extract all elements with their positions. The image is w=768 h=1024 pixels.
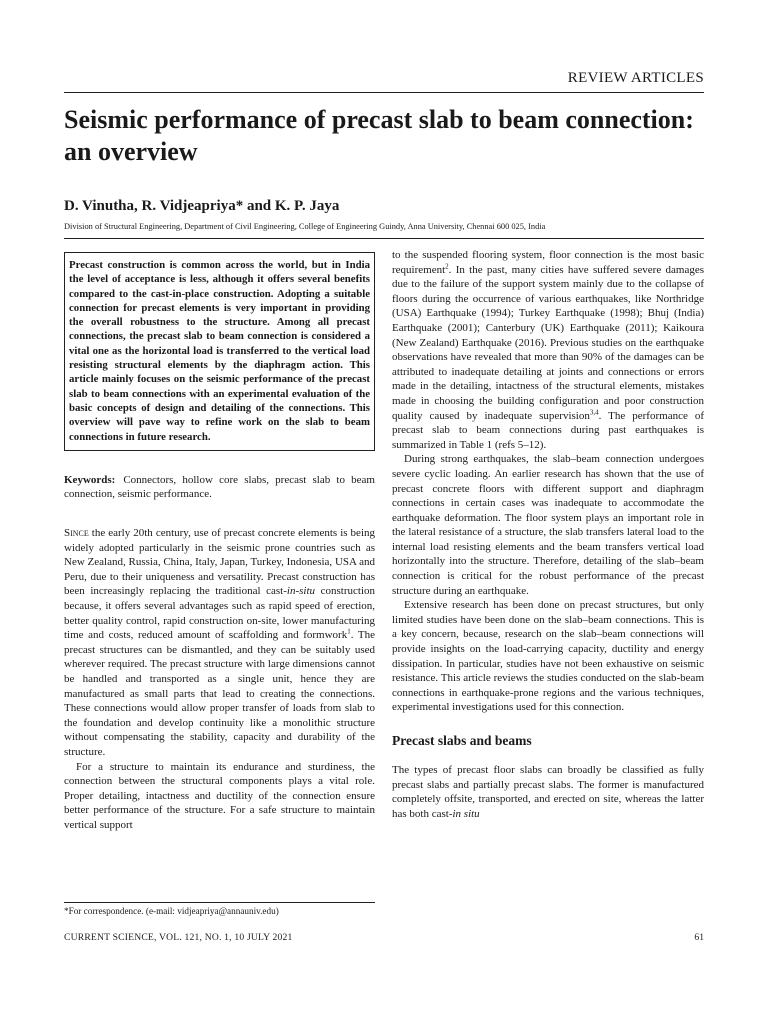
body-paragraph-1 — [64, 526, 375, 760]
body-paragraph-4: During strong earthquakes, the slab–beam connection undergoes severe cyclic loading. An earlier research has shown that the use of precast concrete floors with different support and diaphragm connections in certain cases was inadequate to accommodate the earthquake deformation. The floor system plays an important role in the lateral resistance of a structure, the slab transfers lateral load to the internal load resisting elements and the beam transfers vertical load horizontally into the structure. Therefore, detailing of the slab–beam connection is critical for the robust performance of the precast structure during an earthquake. — [392, 453, 704, 597]
ref-3-4[interactable]: 3,4 — [589, 407, 599, 416]
affiliation: Division of Structural Engineering, Department of Civil Engineering, College of Engineering Guindy, Anna University, Chennai 600 025, India — [64, 222, 546, 231]
section-label: REVIEW ARTICLES — [567, 70, 704, 86]
authors: D. Vinutha, R. Vidjeapriya* and K. P. Jaya — [64, 198, 340, 214]
keywords — [64, 473, 375, 502]
article-title: Seismic performance of precast slab to beam connection: an overview — [64, 105, 694, 166]
p1-insitu: in-situ — [286, 585, 316, 598]
r-p4-part-a: The types of precast floor slabs can broadly be classified as fully precast slabs and partially precast slabs. The former is manufactured completely offsite, transported, and erected on site, whereas the latter has both cast- — [392, 764, 704, 820]
r-p1-part-a: to the suspended flooring system, floor connection is the most basic requirement — [392, 249, 704, 276]
body-paragraph-6 — [392, 763, 704, 821]
page-number: 61 — [694, 932, 704, 943]
right-column — [392, 248, 704, 821]
p1-part-b: construction because, it offers several advantages such as rapid speed of erection, better quality control, rapid construction on-site, lower manufacturing time and costs, reduced amount of scaffolding and formwork — [64, 585, 375, 642]
section-heading: Precast slabs and beams — [392, 733, 532, 748]
r-p1-part-b: . In the past, many cities have suffered severe damages due to the failure of the support system mainly due to the collapse of floors during the occurrence of various earthquakes, like Northridge (USA) Earthquake (1994); Turkey Earthquake (1998); Bhuj (India) Earthquake (2001); Canterbury (UK) Earthquake (2011); Kaikoura (New Zealand) Earthquake (2016). Previous studies on the earthquake observations have revealed that more than 90% of the damages can be attributed to inadequate detailing at joints and connections or errors made in the detailing, intactness of the structural elements, mistakes made in choosing the building configuration and poor construction quality caused by inadequate supervision — [392, 263, 704, 422]
keywords-label: Keywords: — [64, 473, 116, 486]
ref-2[interactable]: 2 — [445, 261, 449, 270]
r-p4-insitu: in situ — [452, 807, 480, 820]
r-p1-part-c: . The performance of precast slab to beam connections during past earthquakes is summarized in Table 1 (refs 5–12). — [392, 409, 705, 451]
keywords-text: Connectors, hollow core slabs, precast slab to beam connection, seismic performance. — [64, 473, 375, 501]
header-rule — [64, 92, 704, 93]
ref-1[interactable]: 1 — [347, 627, 351, 636]
affiliation-rule — [64, 238, 704, 239]
p1-part-a: the early 20th century, use of precast concrete elements is being widely adopted particularly in the seismic prone countries such as New Zealand, Russia, China, Italy, Japan, Turkey, Indonesia, USA and Peru, due to their uniqueness and versatility. Precast construction has been increasingly replacing the traditional cast- — [64, 527, 375, 598]
journal-citation: CURRENT SCIENCE, VOL. 121, NO. 1, 10 JULY 2021 — [64, 932, 293, 943]
footnote: *For correspondence. (e-mail: vidjeapriya@annauniv.edu) — [64, 906, 279, 916]
drop-word: Since — [64, 527, 89, 540]
abstract: Precast construction is common across the world, but in India the level of acceptance is less, although it offers several benefits compared to the cast-in-place construction. Adopting a suitable connection for precast elements is very important in providing the overall robustness to the structure. Among all precast connections, the precast slab to beam connection is considered a vital one as the horizontal load is transferred to the vertical load resisting structural elements by the diaphragm action. This article mainly focuses on the seismic performance of the precast slab to beam connections with an experimental evaluation of the basic concepts of design and detailing of the connections. This overview will pave way to refine work on the slab to beam connections in future research. — [64, 252, 375, 451]
p1-part-c: . The precast structures can be dismantled, and they can be suitably used wherever required. The precast structure with large dimensions cannot be handled and transported as a single unit, hence they are manufactured as small parts that lead to creating the connections. These connections would allow proper transfer of loads from slab to the foundation and develop continuity like a monolithic structure without compensating the stability, capacity and durability of the structure. — [64, 629, 376, 758]
body-paragraph-5: Extensive research has been done on precast structures, but only limited studies have been done on the slab–beam connections. This is a key concern, because, research on the slab–beam connections will provide insights on the load-carrying capacity, ductility and energy dissipation. In particular, studies have not been exhaustive on seismic resistance. This article reviews the studies conducted on the slab-beam connections in earthquake-prone regions and the various techniques, experimental investigations used for this connection. — [392, 599, 704, 714]
body-paragraph-2: For a structure to maintain its endurance and sturdiness, the connection between the structural components plays a vital role. Proper detailing, intactness and ductility of the connection ensure better performance of the structure. For a safe structure to maintain vertical support — [64, 760, 375, 831]
footnote-rule — [64, 902, 375, 903]
left-column — [64, 248, 375, 833]
body-paragraph-3 — [392, 248, 704, 452]
